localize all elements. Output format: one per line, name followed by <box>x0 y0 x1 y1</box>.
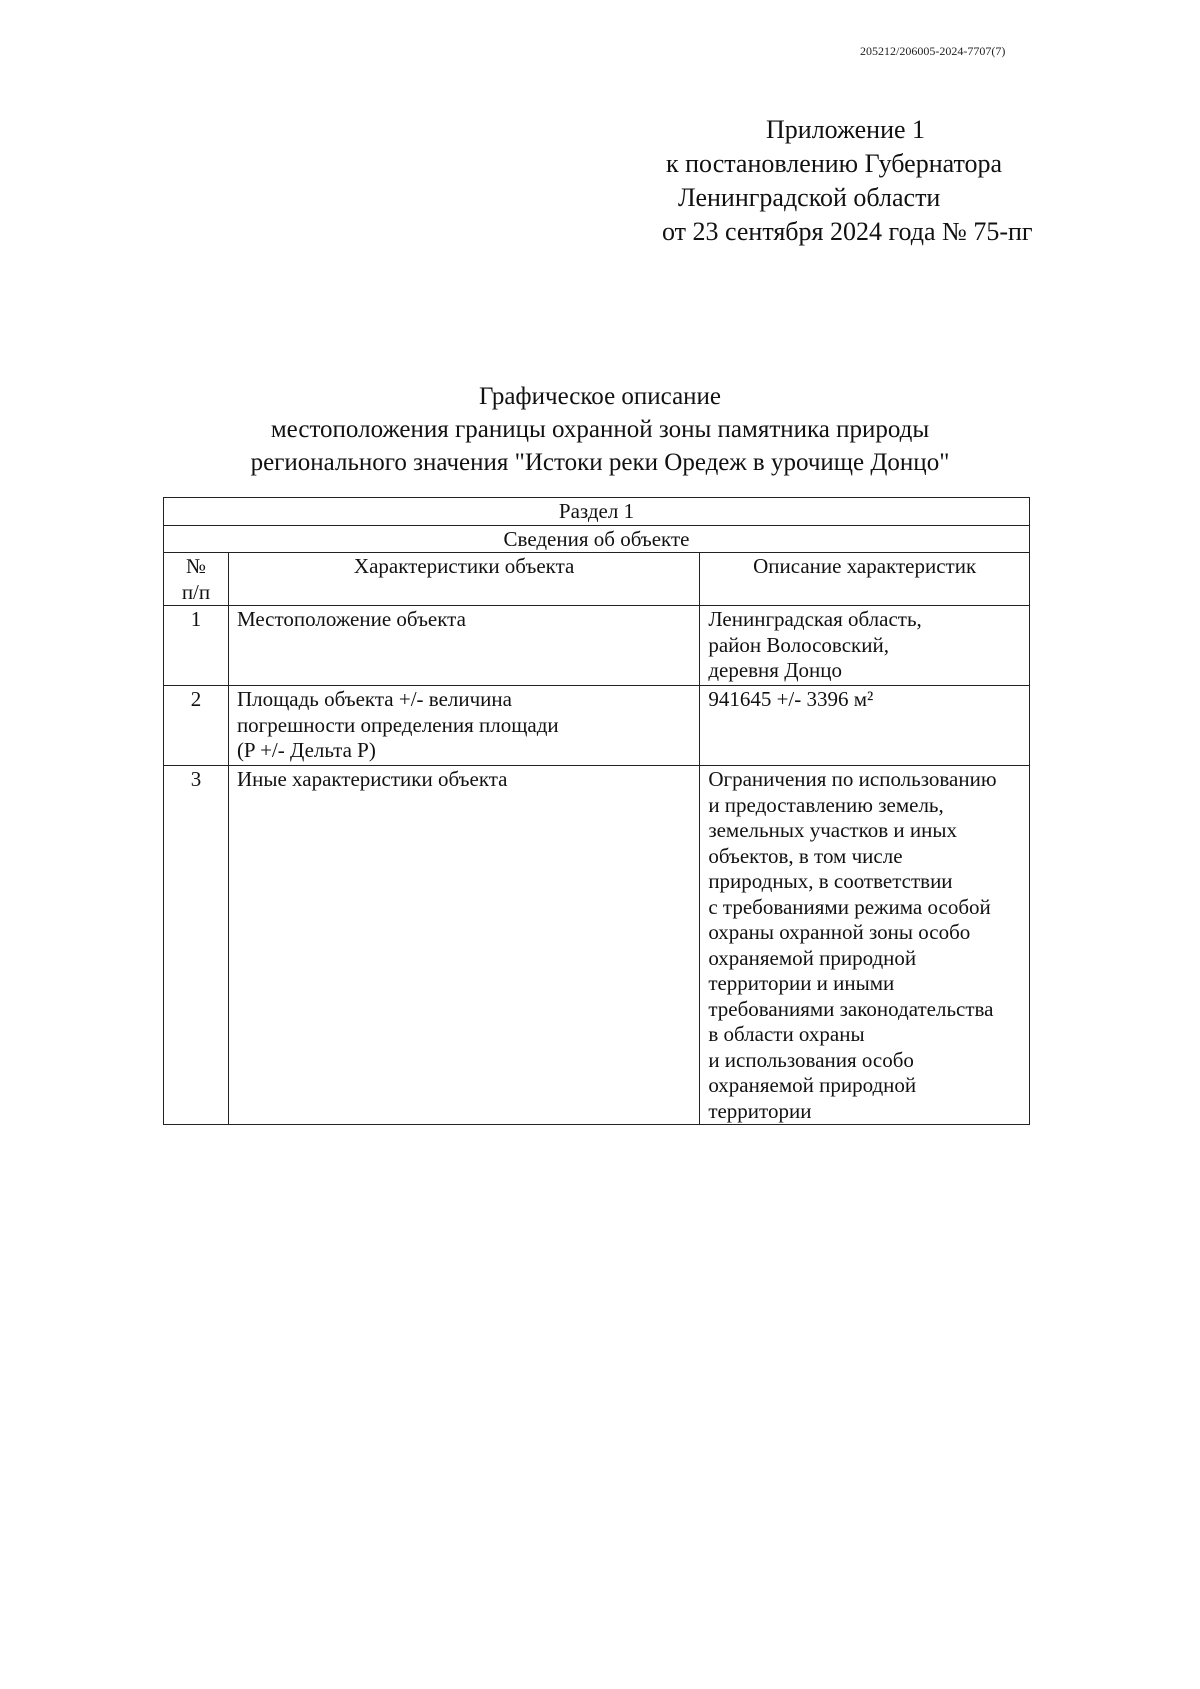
title-line-3: регионального значения "Истоки реки Оредеж в урочище Донцо" <box>250 449 950 476</box>
appendix-line-2: к постановлению Губернатора <box>666 149 1003 178</box>
section-row <box>164 498 1030 526</box>
document-title <box>160 380 1040 479</box>
section-title: Раздел 1 <box>164 498 1030 526</box>
table-row <box>164 686 1030 766</box>
row-characteristic: Местоположение объекта <box>228 606 699 686</box>
row-description: 941645 +/- 3396 м² <box>700 686 1030 766</box>
row-num: 2 <box>164 686 229 766</box>
title-line-2: местоположения границы охранной зоны памятника природы <box>270 416 930 443</box>
document-id: 205212/206005-2024-7707(7) <box>860 44 1006 58</box>
subsection-title: Сведения об объекте <box>164 525 1030 553</box>
row-description: Ленинградская область, район Волосовский, деревня Донцо <box>700 606 1030 686</box>
title-line-1: Графическое описание <box>478 383 722 410</box>
appendix-line-1: Приложение 1 <box>766 115 926 144</box>
appendix-line-3: Ленинградской области <box>678 183 941 212</box>
table-row <box>164 766 1030 1125</box>
row-description: Ограничения по использованию и предоставлению земель, земельных участков и иных объектов, в том числе природных, в соответствии с требованиями режима особой охраны охранной зоны особо охраняемой природной территории и иными требованиями законодательства в области охраны и использования особо охраняемой природной территории <box>700 766 1030 1125</box>
row-characteristic: Иные характеристики объекта <box>228 766 699 1125</box>
header-description: Описание характеристик <box>700 553 1030 606</box>
row-num: 3 <box>164 766 229 1125</box>
header-characteristics: Характеристики объекта <box>228 553 699 606</box>
object-info-table <box>163 497 1030 1125</box>
appendix-block <box>660 113 1080 249</box>
table-row <box>164 606 1030 686</box>
subsection-row <box>164 525 1030 553</box>
row-characteristic: Площадь объекта +/- величина погрешности определения площади (P +/- Дельта P) <box>228 686 699 766</box>
header-num: № п/п <box>164 553 229 606</box>
header-row <box>164 553 1030 606</box>
row-num: 1 <box>164 606 229 686</box>
appendix-line-4: от 23 сентября 2024 года № 75-пг <box>662 217 1033 246</box>
